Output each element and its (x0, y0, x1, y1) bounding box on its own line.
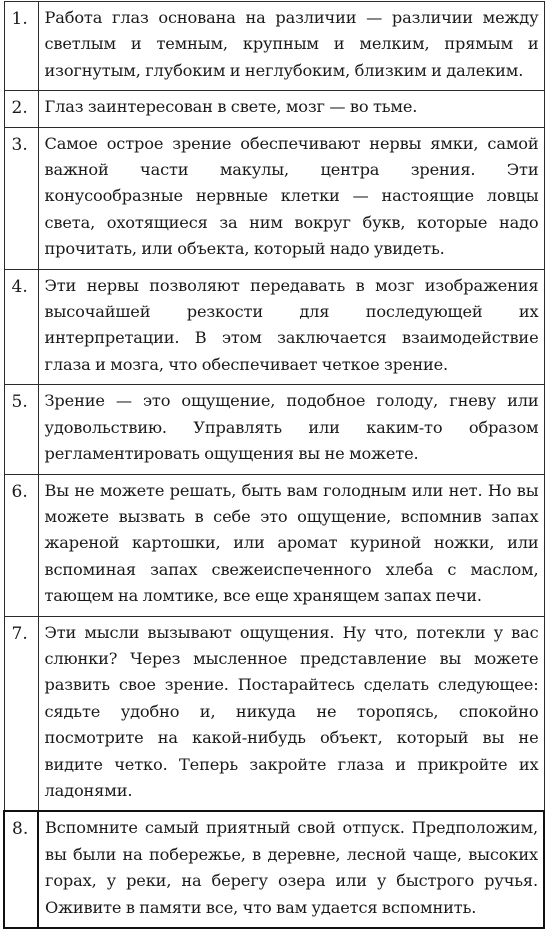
row-number: 1. (4, 2, 38, 91)
row-text: Работа глаз основана на различии — различии между светлым и темным, крупным и мелким, прямым и изогнутым, глубоким и неглубоким, близким и далеким. (38, 2, 544, 91)
table-row (4, 127, 544, 269)
row-text: Зрение — это ощущение, подобное голоду, гневу или удовольствию. Управлять или каким-то образом регламентировать ощущения вы не можете. (38, 385, 544, 474)
row-number: 7. (4, 616, 38, 811)
row-text: Вспомните самый приятный свой отпуск. Предположим, вы были на побережье, в деревне, лесной чаще, высоких горах, у реки, на берегу озера или у быстрого ручья. Оживите в памяти все, что вам удается вспомнить. (38, 811, 544, 928)
row-number: 3. (4, 127, 38, 269)
row-text: Самое острое зрение обеспечивают нервы ямки, самой важной части макулы, центра зрения. Эти конусообразные нервные клетки — настоящие ловцы света, охотящиеся за ним вокруг букв, которые надо прочитать, или объекта, который надо увидеть. (38, 127, 544, 269)
row-text: Эти нервы позволяют передавать в мозг изображения высочайшей резкости для последующей их интерпретации. В этом заключается взаимодействие глаза и мозга, что обеспечивает четкое зрение. (38, 269, 544, 385)
row-number: 4. (4, 269, 38, 385)
table-row (4, 91, 544, 127)
numbered-statements-table (3, 1, 545, 929)
table-row (4, 269, 544, 385)
table-row-highlighted (4, 811, 544, 928)
table-row (4, 616, 544, 811)
row-text: Глаз заинтересован в свете, мозг — во тьме. (38, 91, 544, 127)
table-row (4, 474, 544, 616)
row-number: 2. (4, 91, 38, 127)
row-number: 5. (4, 385, 38, 474)
row-text: Эти мысли вызывают ощущения. Ну что, потекли у вас слюнки? Через мысленное представление вы можете развить свое зрение. Постарайтесь сделать следующее: сядьте удобно и, никуда не торопясь, спокойно посмотрите на какой-нибудь объект, который вы не видите четко. Теперь закройте глаза и прикройте их ладонями. (38, 616, 544, 811)
row-number: 6. (4, 474, 38, 616)
table-row (4, 385, 544, 474)
row-text: Вы не можете решать, быть вам голодным или нет. Но вы можете вызвать в себе это ощущение, вспомнив запах жареной картошки, или аромат куриной ножки, или вспоминая запах свежеиспеченного хлеба с маслом, тающем на ломтике, все еще хранящем запах печи. (38, 474, 544, 616)
row-number: 8. (4, 811, 38, 928)
table-row (4, 2, 544, 91)
